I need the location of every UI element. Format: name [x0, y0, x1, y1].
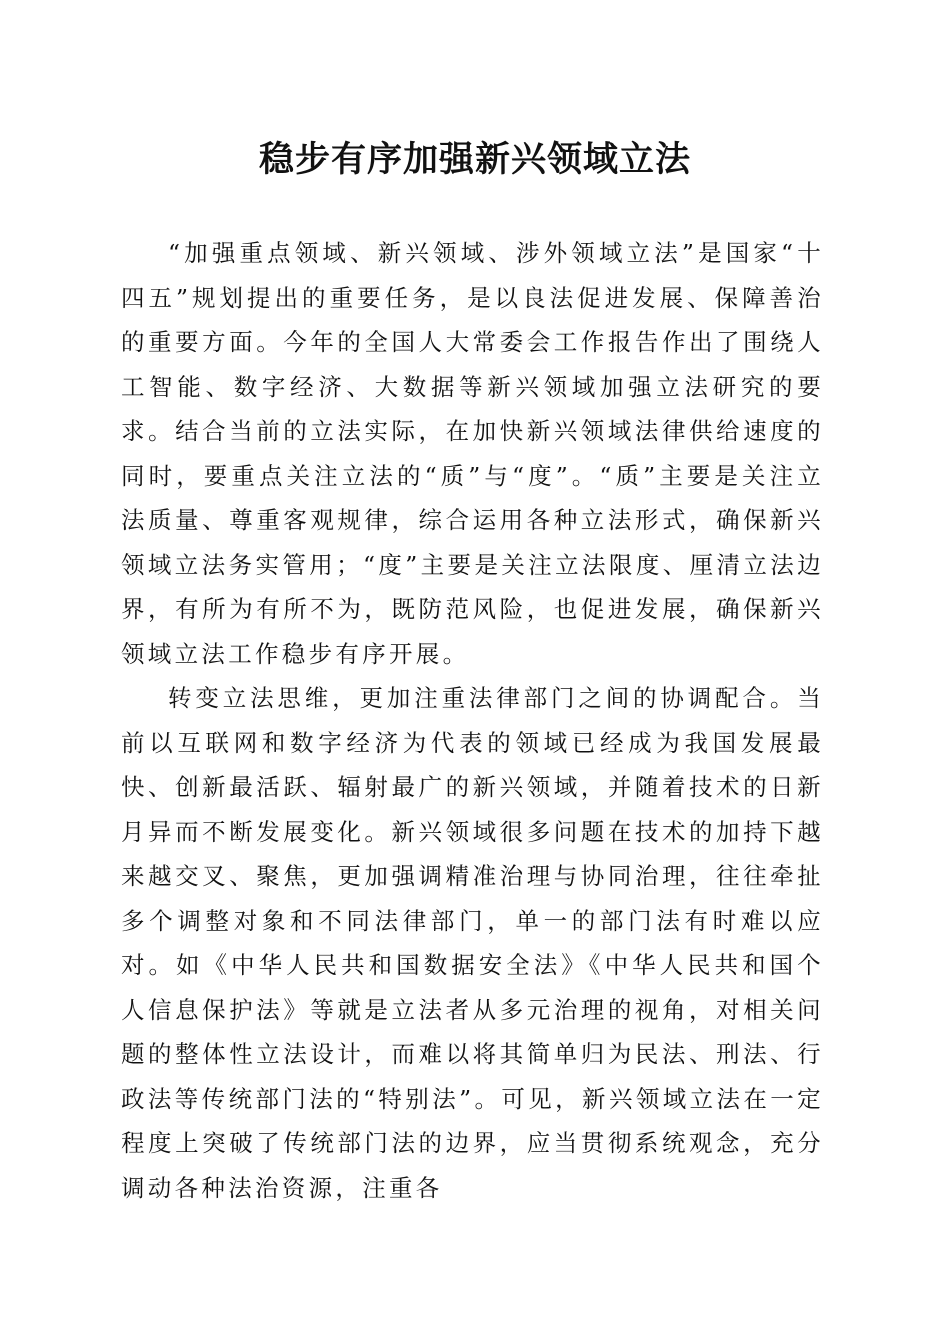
paragraph-legislative-thinking: 转变立法思维，更加注重法律部门之间的协调配合。当前以互联网和数字经济为代表的领域已经成为我国发展最快、创新最活跃、辐射最广的新兴领域，并随着技术的日新月异而不断发展变化。新兴领域很多问题在技术的加持下越来越交叉、聚焦，更加强调精准治理与协同治理，往往牵扯多个调整对象和不同法律部门，单一的部门法有时难以应对。如《中华人民共和国数据安全法》《中华人民共和国个人信息保护法》等就是立法者从多元治理的视角，对相关问题的整体性立法设计，而难以将其简单归为民法、刑法、行政法等传统部门法的“特别法”。可见，新兴领域立法在一定程度上突破了传统部门法的边界，应当贯彻系统观念，充分调动各种法治资源，注重各 — [121, 684, 824, 1202]
document-title: 稳步有序加强新兴领域立法 — [258, 139, 691, 180]
document-body — [121, 231, 824, 1210]
paragraph-intro: “加强重点领域、新兴领域、涉外领域立法”是国家“十四五”规划提出的重要任务，是以良法促进发展、保障善治的重要方面。今年的全国人大常委会工作报告作出了围绕人工智能、数字经济、大数据等新兴领域加强立法研究的要求。结合当前的立法实际，在加快新兴领域法律供给速度的同时，要重点关注立法的“质”与“度”。“质”主要是关注立法质量、尊重客观规律，综合运用各种立法形式，确保新兴领域立法务实管用；“度”主要是关注立法限度、厘清立法边界，有所为有所不为，既防范风险，也促进发展，确保新兴领域立法工作稳步有序开展。 — [121, 239, 824, 668]
